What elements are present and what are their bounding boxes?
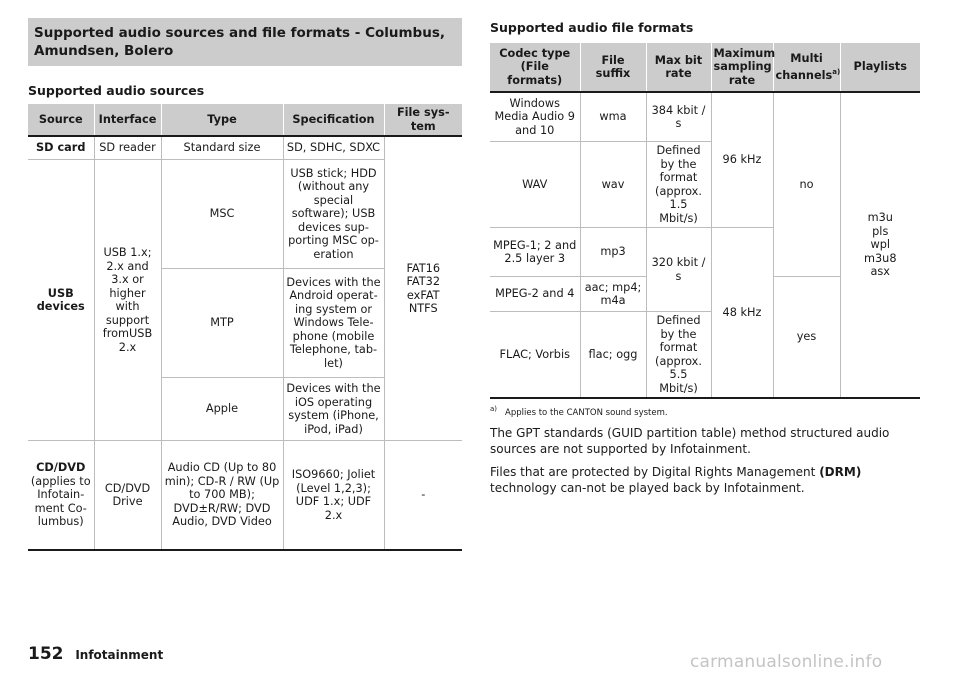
spec-cell: SD, SDHC, SDXC: [283, 136, 384, 160]
paragraph-drm: [490, 464, 920, 496]
spec-cell: Devices with the iOS operating system (iPhone, iPod, iPad): [283, 378, 384, 441]
table-row: [28, 441, 462, 551]
sampling-cell: 48 kHz: [711, 228, 773, 399]
footnote-mark: a): [490, 405, 498, 413]
column-header: Codec type (File formats): [490, 43, 580, 92]
section-name: Infotainment: [75, 648, 164, 662]
column-header: File sys-tem: [384, 104, 462, 136]
type-cell: MTP: [161, 269, 283, 378]
paragraph-text: technology can-not be played back by Infotainment.: [490, 480, 805, 495]
column-header-label: Multi channels: [775, 52, 833, 82]
footnote: [490, 405, 920, 418]
watermark: carmanualsonline.info: [690, 652, 883, 672]
source-cell: [28, 441, 94, 551]
interface-cell: CD/DVD Drive: [94, 441, 161, 551]
column-header: Source: [28, 104, 94, 136]
filesystem-item: FAT32: [406, 275, 441, 288]
column-header: File suffix: [580, 43, 646, 92]
table-row: [28, 136, 462, 160]
drm-term: (DRM): [819, 464, 862, 479]
column-header: Playlists: [840, 43, 920, 92]
source-cell: USB devices: [28, 160, 94, 441]
multichannel-cell: no: [773, 92, 840, 277]
column-header: Type: [161, 104, 283, 136]
section-heading: Supported audio sources and file formats - Columbus, Amundsen, Bolero: [28, 18, 462, 66]
playlist-item: wpl: [870, 238, 891, 252]
codec-cell: MPEG-1; 2 and 2.5 layer 3: [490, 228, 580, 277]
codec-cell: Windows Media Audio 9 and 10: [490, 92, 580, 142]
footnote-text: Applies to the CANTON sound system.: [505, 407, 668, 418]
suffix-cell: wav: [580, 142, 646, 228]
multichannel-cell: yes: [773, 277, 840, 399]
type-cell: Standard size: [161, 136, 283, 160]
suffix-cell: aac; mp4; m4a: [580, 277, 646, 312]
paragraph-text: Files that are protected by Digital Rights Management: [490, 464, 820, 479]
playlists-cell: [840, 92, 920, 398]
column-header: Maximum sampling rate: [711, 43, 773, 92]
bitrate-cell: Defined by the format (approx. 1.5 Mbit/s): [646, 142, 711, 228]
source-name: CD/DVD: [36, 461, 86, 475]
page-number: 152: [28, 644, 64, 664]
codec-cell: FLAC; Vorbis: [490, 312, 580, 399]
type-cell: Apple: [161, 378, 283, 441]
right-column: [490, 18, 920, 496]
filesystem-item: NTFS: [408, 302, 438, 315]
bitrate-cell: 384 kbit / s: [646, 92, 711, 142]
interface-cell: SD reader: [94, 136, 161, 160]
table-title-file-formats: Supported audio file formats: [490, 20, 694, 35]
filesystem-item: exFAT: [406, 288, 440, 302]
source-cell: SD card: [28, 136, 94, 160]
sampling-cell: 96 kHz: [711, 92, 773, 228]
column-header: Specification: [283, 104, 384, 136]
codec-cell: WAV: [490, 142, 580, 228]
filesystem-item: FAT16: [406, 261, 441, 275]
paragraph-gpt: The GPT standards (GUID partition table) method structured audio sources are not supported by Infotainment.: [490, 425, 890, 456]
spec-cell: Devices with the Android operat-ing system or Windows Tele-phone (mobile Telephone, tab-let): [283, 269, 384, 378]
column-header: Max bit rate: [646, 43, 711, 92]
table-row: [490, 92, 920, 142]
playlist-item: m3u: [867, 211, 893, 225]
suffix-cell: mp3: [580, 228, 646, 277]
table-title-audio-sources: Supported audio sources: [28, 83, 205, 98]
column-header: [773, 43, 840, 92]
spec-cell: USB stick; HDD (without any special software); USB devices sup-porting MSC op-eration: [283, 160, 384, 269]
interface-cell: USB 1.x; 2.x and 3.x or higher with support fromUSB 2.x: [94, 160, 161, 441]
suffix-cell: flac; ogg: [580, 312, 646, 399]
bitrate-cell: 320 kbit / s: [646, 228, 711, 312]
audio-formats-table: [490, 43, 920, 399]
source-note: (applies to Infotain-ment Co-lumbus): [30, 474, 91, 529]
codec-cell: MPEG-2 and 4: [490, 277, 580, 312]
filesystem-cell: [384, 136, 462, 441]
playlist-item: m3u8: [863, 251, 897, 265]
suffix-cell: wma: [580, 92, 646, 142]
column-header: Interface: [94, 104, 161, 136]
page-footer: [28, 644, 163, 664]
audio-sources-table: [28, 104, 462, 551]
table-header-row: [28, 104, 462, 136]
playlist-item: asx: [870, 265, 890, 279]
left-column: [28, 18, 462, 551]
filesystem-cell: -: [384, 441, 462, 551]
spec-cell: ISO9660; Joliet (Level 1,2,3); UDF 1.x; UDF 2.x: [283, 441, 384, 551]
playlist-item: pls: [872, 224, 889, 238]
type-cell: MSC: [161, 160, 283, 269]
type-cell: Audio CD (Up to 80 min); CD-R / RW (Up to 700 MB); DVD±R/RW; DVD Audio, DVD Video: [161, 441, 283, 551]
footnote-ref: a): [832, 67, 841, 76]
bitrate-cell: Defined by the format (approx. 5.5 Mbit/s): [646, 312, 711, 399]
table-header-row: [490, 43, 920, 92]
